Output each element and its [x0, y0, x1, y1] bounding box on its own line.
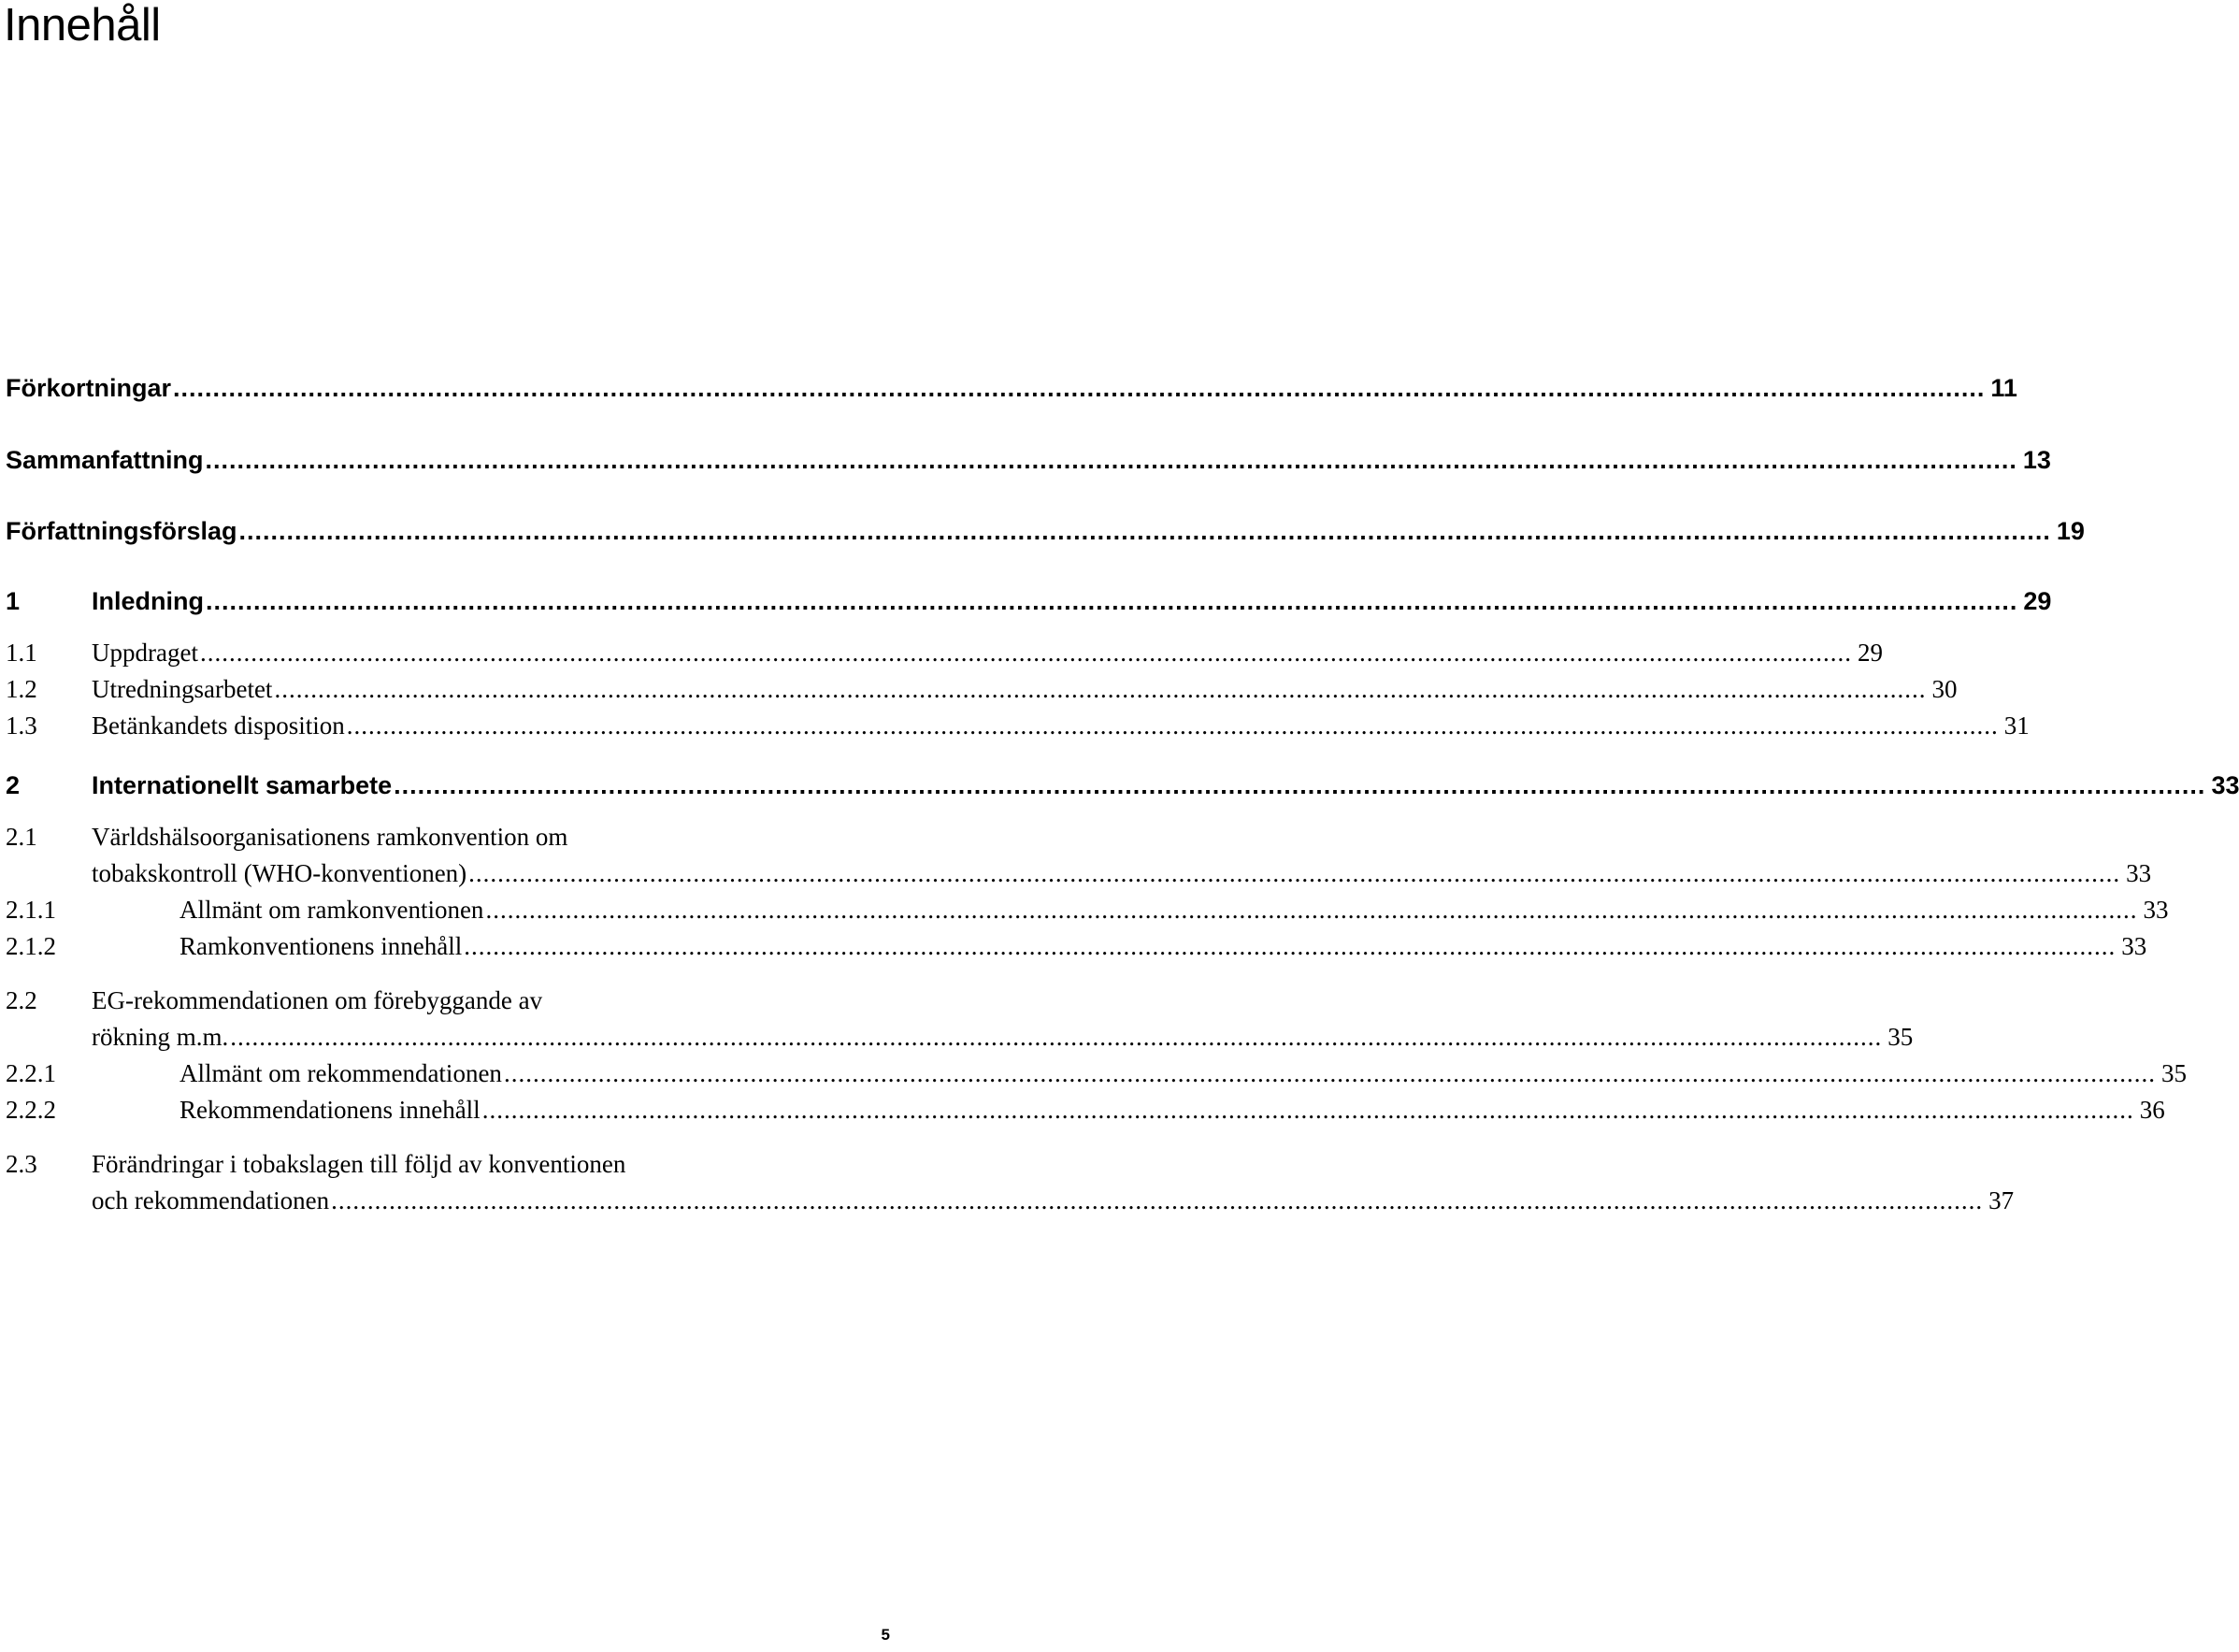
toc-page-number: 33 [2143, 896, 2169, 924]
toc-section-number: 2.3 [6, 1150, 37, 1178]
toc-page-number: 35 [2160, 1059, 2187, 1087]
toc-section-number: 2.1 [6, 823, 37, 851]
toc-entry-rekommendationens-innehall[interactable] [6, 1094, 2165, 1126]
toc-entry-eg-rekommendationen-line1[interactable] [6, 984, 890, 1016]
toc-entry-ramkonventionens-innehall[interactable] [6, 930, 2147, 962]
toc-leader: .................................................................................................................................................................................................................................... [205, 446, 2017, 474]
toc-section-number: 1.1 [6, 639, 37, 667]
toc-page-number: 35 [1887, 1023, 1914, 1051]
toc-entry-text: Världshälsoorganisationens ramkonvention om [92, 823, 568, 851]
toc-page-number: 31 [2003, 711, 2030, 740]
toc-entry-who-konventionen-line1[interactable] [6, 821, 890, 853]
toc-page-number: 36 [2139, 1096, 2165, 1124]
toc-entry-text: Förändringar i tobakslagen till följd av konventionen [92, 1150, 626, 1178]
toc-entry-text: Författningsförslag [6, 517, 237, 545]
toc-entry-text: Sammanfattning [6, 446, 204, 474]
toc-page-number: 33 [2121, 932, 2147, 960]
toc-section-number: 1 [6, 587, 21, 615]
toc-page-number: 11 [1990, 374, 2017, 402]
toc-section-number: 2 [6, 771, 21, 799]
toc-section-number: 2.2.2 [6, 1096, 56, 1124]
toc-leader: .................................................................................................................................................................................................................................... [485, 896, 2138, 924]
toc-leader: .................................................................................................................................................................................................................................... [274, 675, 1927, 703]
toc-leader: .................................................................................................................................................................................................................................... [464, 932, 2117, 960]
toc-page-number: 19 [2056, 517, 2085, 545]
page-footer-number: 5 [881, 1626, 890, 1644]
toc-entry-inledning[interactable] [6, 585, 2052, 617]
toc-entry-text: Uppdraget [92, 639, 198, 667]
toc-entry-text: Förkortningar [6, 374, 172, 402]
toc-entry-text: Inledning [92, 587, 204, 615]
toc-section-number: 1.2 [6, 675, 37, 703]
toc-section-number: 2.1.1 [6, 896, 56, 924]
toc-leader: .................................................................................................................................................................................................................................... [346, 711, 1999, 740]
toc-entry-sammanfattning[interactable] [6, 444, 2051, 476]
toc-entry-text: tobakskontroll (WHO-konventionen) [92, 859, 467, 887]
toc-entry-allmant-om-ramkonventionen[interactable] [6, 894, 2169, 926]
toc-entry-who-konventionen-line2[interactable] [6, 857, 2152, 889]
toc-leader: .................................................................................................................................................................................................................................... [199, 639, 1852, 667]
toc-leader: .................................................................................................................................................................................................................................... [503, 1059, 2156, 1087]
toc-section-number: 1.3 [6, 711, 37, 740]
toc-entry-text: Utredningsarbetet [92, 675, 273, 703]
toc-leader: .................................................................................................................................................................................................................................... [205, 587, 2018, 615]
toc-entry-text: Rekommendationens innehåll [179, 1096, 481, 1124]
toc-entry-forkortningar[interactable] [6, 372, 2017, 404]
toc-leader: .................................................................................................................................................................................................................................... [173, 374, 1986, 402]
toc-entry-uppdraget[interactable] [6, 637, 1883, 668]
toc-entry-text: rökning m.m. [92, 1023, 229, 1051]
toc-entry-text: EG-rekommendationen om förebyggande av [92, 986, 543, 1014]
toc-entry-forandringar-line2[interactable] [6, 1185, 2015, 1216]
toc-entry-eg-rekommendationen-line2[interactable] [6, 1021, 1914, 1053]
toc-page-number: 37 [1988, 1186, 2015, 1214]
toc-leader: .................................................................................................................................................................................................................................... [481, 1096, 2134, 1124]
toc-entry-text: och rekommendationen [92, 1186, 330, 1214]
toc-entry-internationellt-samarbete[interactable] [6, 769, 2239, 801]
toc-leader: .................................................................................................................................................................................................................................... [230, 1023, 1883, 1051]
toc-leader: .................................................................................................................................................................................................................................... [394, 771, 2206, 799]
page-title: Innehåll [4, 0, 161, 50]
toc-page-number: 29 [2023, 587, 2052, 615]
toc-entry-text: Allmänt om ramkonventionen [179, 896, 484, 924]
toc-entry-text: Ramkonventionens innehåll [179, 932, 463, 960]
toc-leader: .................................................................................................................................................................................................................................... [468, 859, 2121, 887]
toc-section-number: 2.2 [6, 986, 37, 1014]
toc-entry-text: Internationellt samarbete [92, 771, 393, 799]
toc-entry-forandringar-line1[interactable] [6, 1148, 890, 1180]
toc-entry-allmant-om-rekommendationen[interactable] [6, 1057, 2187, 1089]
toc-entry-utredningsarbetet[interactable] [6, 673, 1958, 705]
toc-section-number: 2.2.1 [6, 1059, 56, 1087]
toc-leader: .................................................................................................................................................................................................................................... [331, 1186, 1984, 1214]
toc-page-number: 29 [1857, 639, 1883, 667]
toc-page-number: 33 [2211, 771, 2239, 799]
toc-section-number: 2.1.2 [6, 932, 56, 960]
toc-entry-text: Betänkandets disposition [92, 711, 345, 740]
toc-entry-betankandets-disposition[interactable] [6, 710, 2030, 741]
toc-entry-forfattningsforslag[interactable] [6, 515, 2085, 547]
toc-leader: .................................................................................................................................................................................................................................... [238, 517, 2051, 545]
toc-page-number: 30 [1931, 675, 1958, 703]
toc-entry-text: Allmänt om rekommendationen [179, 1059, 502, 1087]
toc-page-number: 33 [2126, 859, 2152, 887]
toc-page-number: 13 [2022, 446, 2051, 474]
